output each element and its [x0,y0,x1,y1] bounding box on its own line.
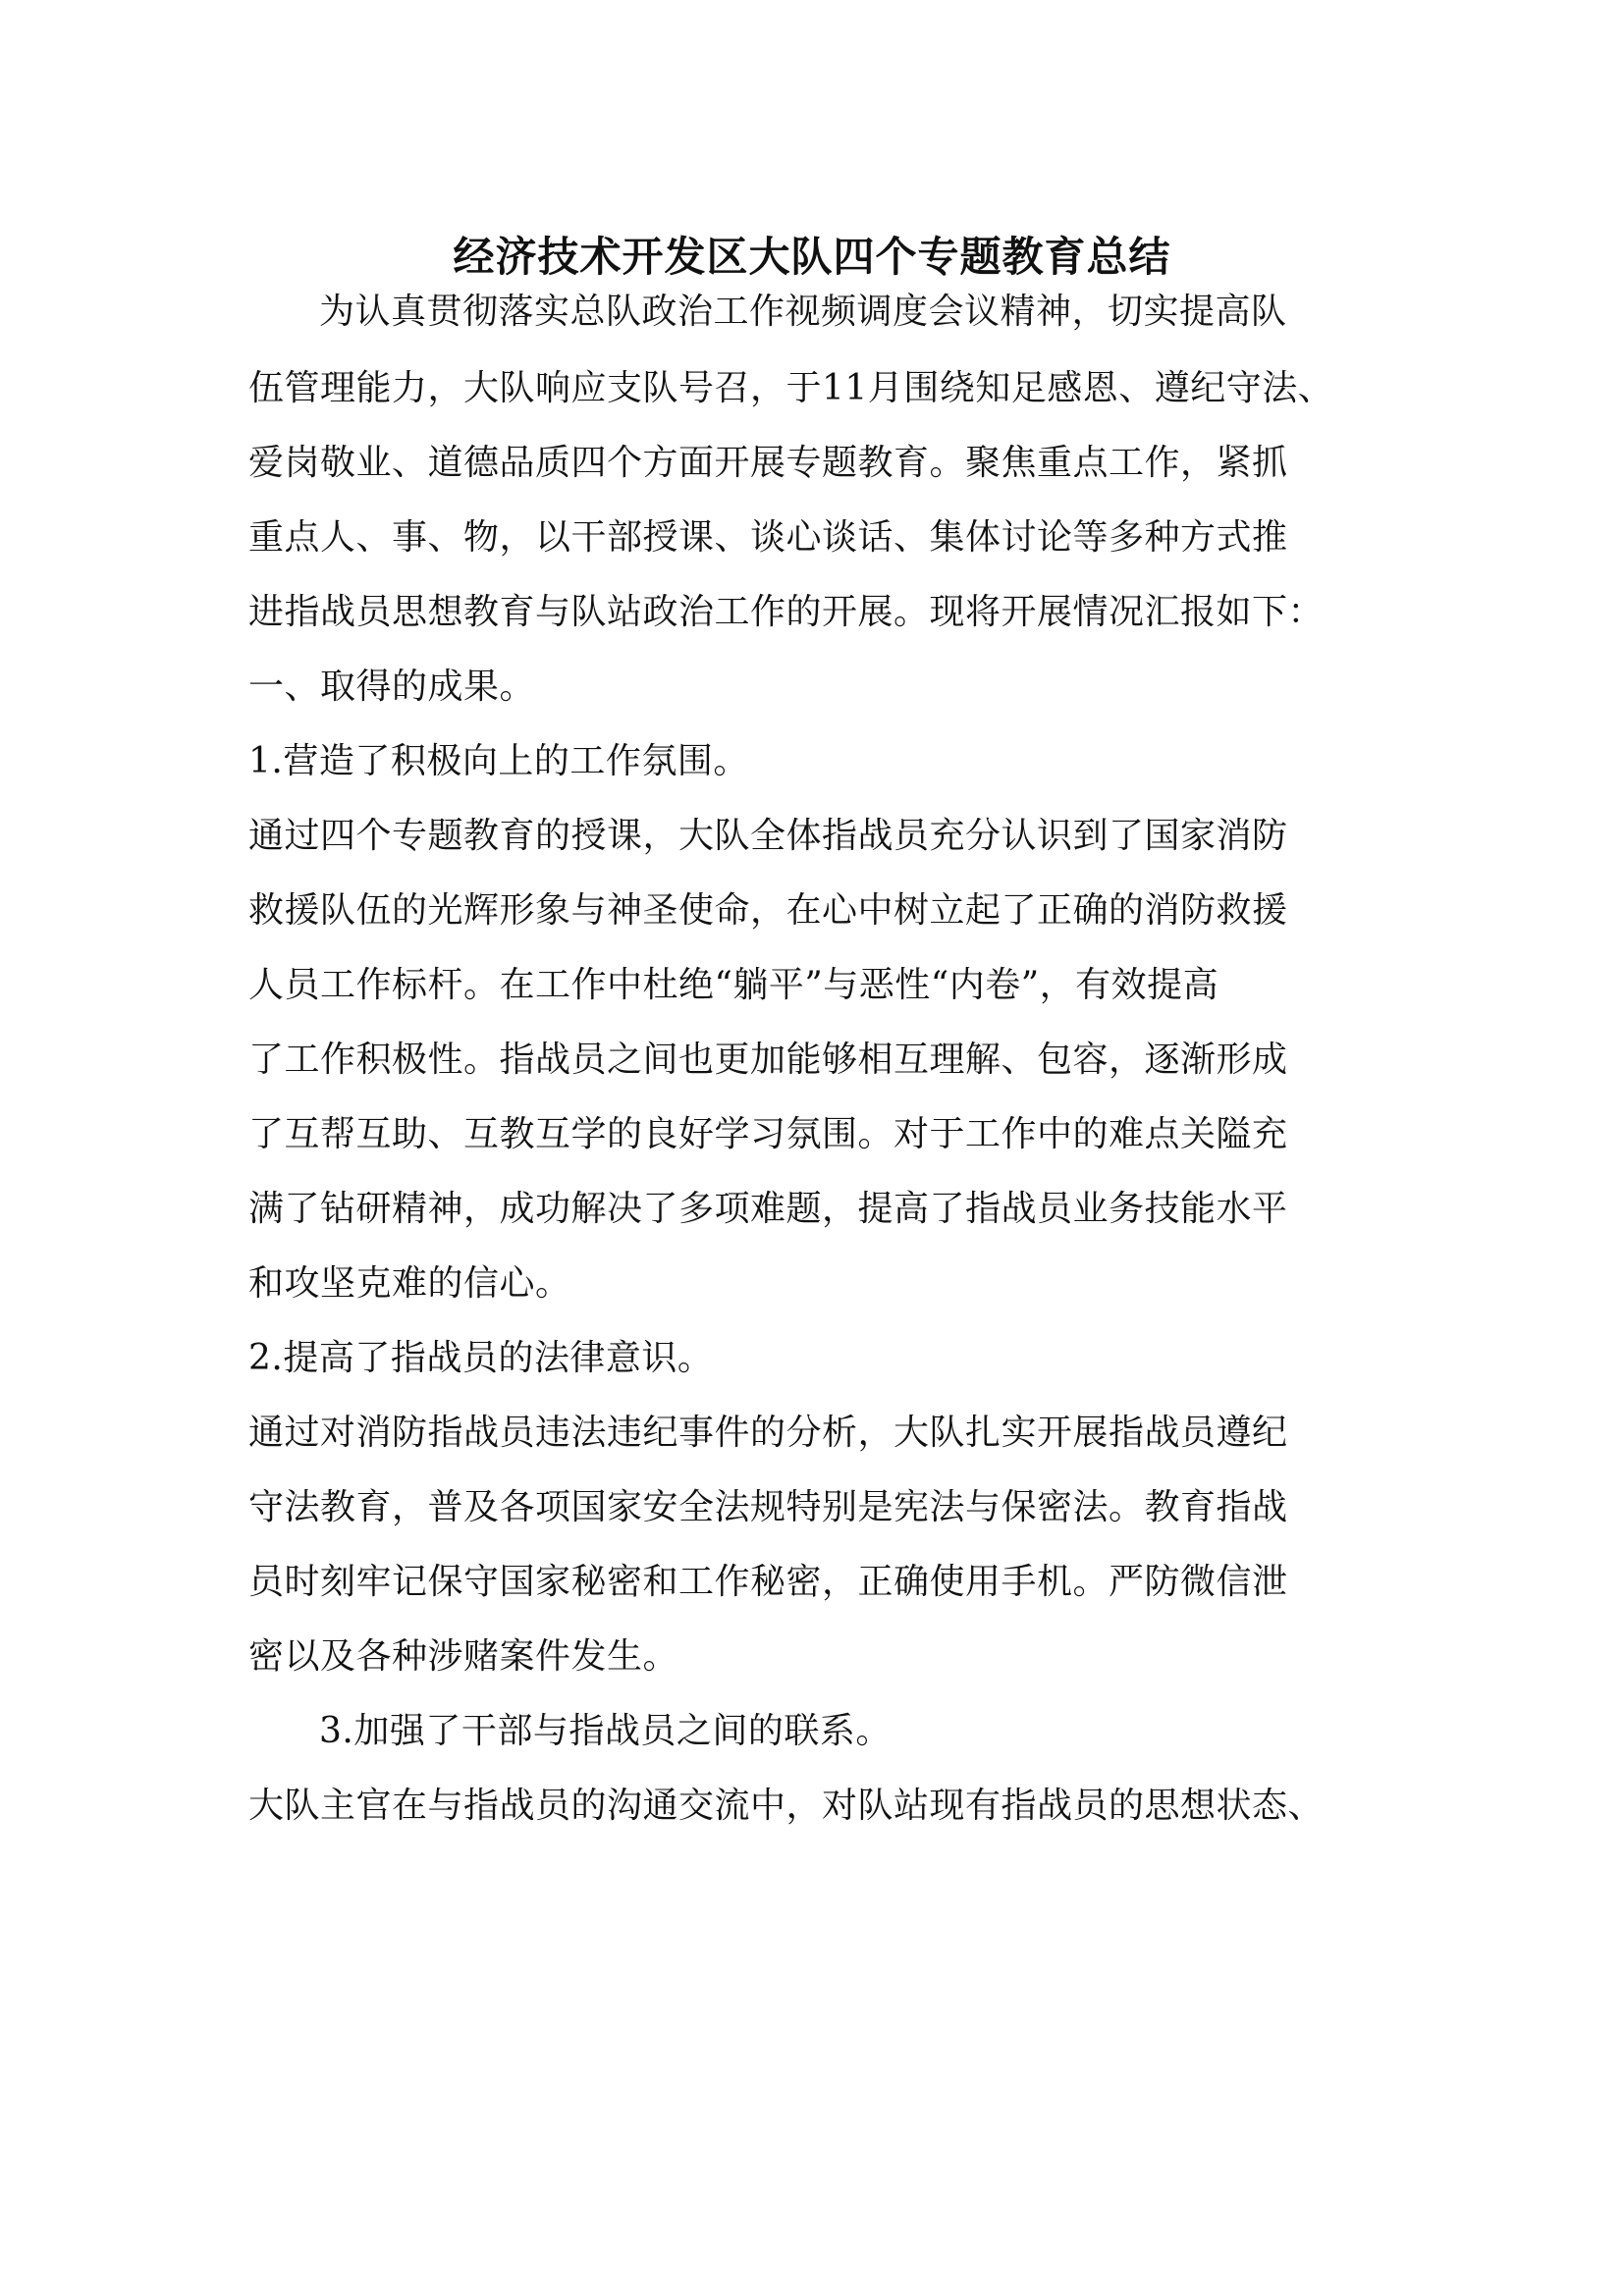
paragraph-line: 员时刻牢记保守国家秘密和工作秘密，正确使用手机。严防微信泄 [248,1562,1288,1602]
paragraph-line: 重点人、事、物，以干部授课、谈心谈话、集体讨论等多种方式推 [248,517,1288,558]
paragraph-line: 救援队伍的光辉形象与神圣使命，在心中树立起了正确的消防救援 [248,890,1288,931]
paragraph-line: 密以及各种涉赌案件发生。 [248,1636,679,1677]
paragraph-line: 守法教育，普及各项国家安全法规特别是宪法与保密法。教育指战 [248,1487,1288,1527]
subsection-heading: 3.加强了干部与指战员之间的联系。 [319,1711,892,1751]
paragraph-line: 通过对消防指战员违法违纪事件的分析，大队扎实开展指战员遵纪 [248,1413,1288,1453]
document-title: 经济技术开发区大队四个专题教育总结 [453,233,1171,281]
section-heading: 一、取得的成果。 [248,667,536,707]
paragraph-line: 爱岗敬业、道德品质四个方面开展专题教育。聚焦重点工作，紧抓 [248,443,1288,483]
paragraph-line: 人员工作标杆。在工作中杜绝“躺平”与恶性“内卷”，有效提高 [248,965,1219,1005]
paragraph-line: 进指战员思想教育与队站政治工作的开展。现将开展情况汇报如下： [248,592,1325,632]
subsection-heading: 2.提高了指战员的法律意识。 [248,1338,714,1378]
paragraph-line: 通过四个专题教育的授课，大队全体指战员充分认识到了国家消防 [248,816,1288,856]
subsection-heading: 1.营造了积极向上的工作氛围。 [248,741,749,781]
paragraph-line: 为认真贯彻落实总队政治工作视频调度会议精神，切实提高队 [319,292,1287,332]
paragraph-line: 了工作积极性。指战员之间也更加能够相互理解、包容，逐渐形成 [248,1040,1288,1080]
paragraph-line: 伍管理能力，大队响应支队号召，于11月围绕知足感恩、遵纪守法、 [248,368,1334,408]
paragraph-line: 了互帮互助、互教互学的良好学习氛围。对于工作中的难点关隘充 [248,1114,1288,1154]
paragraph-line: 大队主官在与指战员的沟通交流中，对队站现有指战员的思想状态、 [248,1786,1325,1826]
paragraph-line: 和攻坚克难的信心。 [248,1263,571,1304]
paragraph-line: 满了钻研精神，成功解决了多项难题，提高了指战员业务技能水平 [248,1189,1288,1229]
